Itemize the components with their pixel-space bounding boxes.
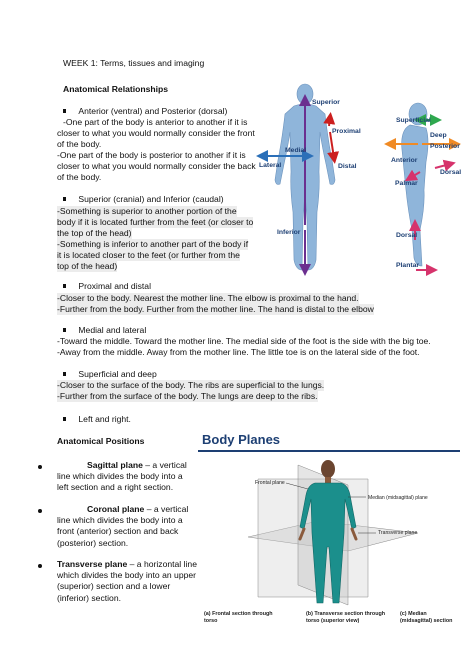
caption-median-section: (c) Median (midsagittal) section — [400, 611, 453, 624]
caption-frontal-section: (a) Frontal section through torso — [204, 611, 273, 624]
label-medial: Medial — [285, 147, 307, 154]
label-lateral: Lateral — [259, 162, 282, 169]
label-proximal: Proximal — [332, 128, 361, 135]
position-item: Sagittal plane – a vertical line which divides the body into a left section and a right section. — [57, 460, 187, 493]
topic-title: Anterior (ventral) and Posterior (dorsal) — [63, 106, 227, 117]
bullet — [38, 564, 42, 568]
position-item: Coronal plane – a vertical line which divides the body into a front (anterior) section and back (posterior) section. — [57, 504, 189, 548]
topic-title: Superficial and deep — [63, 369, 157, 380]
topic-title: Medial and lateral — [63, 325, 146, 336]
section-heading-anatomical-relationships: Anatomical Relationships — [63, 84, 169, 94]
label-superior: Superior — [312, 99, 340, 106]
label-median-plane: Median (midsagittal) plane — [368, 495, 428, 501]
topic-line: -Further from the body. Further from the mother line. The hand is distal to the elbow — [57, 304, 374, 314]
section-heading-anatomical-positions: Anatomical Positions — [57, 436, 145, 446]
dorsal-hand-arrow — [435, 164, 450, 168]
topic-line: the top of the head) — [57, 228, 132, 238]
bullet — [38, 465, 42, 469]
topic-line: -Closer to the surface of the body. The ribs are superficial to the lungs. — [57, 380, 325, 390]
caption-transverse-section: (b) Transverse section through torso (superior view) — [306, 611, 386, 624]
label-inferior: Inferior — [277, 229, 301, 236]
topic-line: body if it is located further from the feet (or closer to — [57, 217, 254, 227]
topic-line: -Something is inferior to another part of the body if — [57, 239, 249, 249]
figure-title-rule — [198, 450, 460, 452]
position-item: Transverse plane – a horizontal line which divides the body into an upper (superior) section and a lower (inferior) section. — [57, 559, 197, 603]
topic-line: top of the head) — [57, 261, 118, 271]
topic-line: of the body. — [57, 139, 102, 149]
label-palmar: Palmar — [395, 180, 418, 187]
label-anterior: Anterior — [391, 157, 418, 164]
figure-title-body-planes: Body Planes — [202, 432, 281, 447]
bullet — [38, 509, 42, 513]
label-transverse-plane: Transverse plane — [378, 530, 418, 536]
topic-line: -One part of the body is posterior to another if it is — [57, 150, 246, 160]
topic-line: it is located closer to the feet (or further from the — [57, 250, 240, 260]
label-posterior: Posterior — [430, 143, 460, 150]
page-title: WEEK 1: Terms, tissues and imaging — [63, 58, 205, 68]
topic-line: -Closer to the body. Nearest the mother line. The elbow is proximal to the hand. — [57, 293, 359, 303]
topic-title: Superior (cranial) and Inferior (caudal) — [63, 194, 224, 205]
topic-title: Proximal and distal — [63, 281, 151, 292]
label-superficial: Superficial — [396, 117, 431, 124]
topic-line: -One part of the body is anterior to another if it is — [63, 117, 248, 127]
directional-terms-figure — [250, 80, 465, 280]
topic-line: closer to what you would normally consider the back — [57, 161, 256, 171]
topic-title: Left and right. — [63, 414, 131, 425]
label-frontal-plane: Frontal plane — [255, 480, 285, 486]
label-plantar: Plantar — [396, 262, 420, 269]
topic-line: -Toward the middle. Toward the mother line. The medial side of the foot is the side with the big toe. — [57, 336, 431, 346]
topic-line: -Away from the middle. Away from the mother line. The little toe is on the lateral side of the foot. — [57, 347, 420, 357]
label-dorsal-foot: Dorsal — [396, 232, 418, 239]
topic-line: -Something is superior to another portion of the — [57, 206, 237, 216]
topic-line: of the body. — [57, 172, 102, 182]
topic-line: closer to what you would normally consider the front — [57, 128, 255, 138]
label-distal: Distal — [338, 163, 357, 170]
label-deep: Deep — [430, 132, 447, 139]
proximal-arrow — [329, 118, 330, 126]
label-dorsal-hand: Dorsal — [440, 169, 462, 176]
body-planes-figure — [198, 455, 460, 615]
topic-line: -Further from the surface of the body. The lungs are deep to the ribs. — [57, 391, 318, 401]
